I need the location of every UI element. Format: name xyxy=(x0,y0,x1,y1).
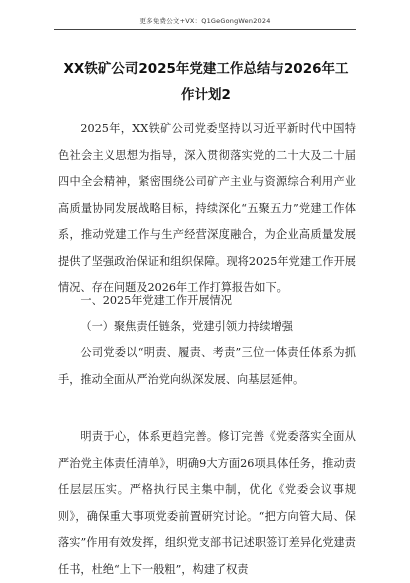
responsibility-paragraph-text: 公司党委以“明责、履责、考责”三位一体责任体系为抓手，推动全面从严治党向纵深发展、向基层延伸。 xyxy=(58,346,356,386)
responsibility-paragraph xyxy=(58,340,356,393)
subsection-heading-text: （一）聚焦责任链条，党建引领力持续增强 xyxy=(80,320,293,333)
detail-paragraph-text: 明责于心，体系更趋完善。修订完善《党委落实全面从严治党主体责任清单》，明确9大方面26项具体任务，推动责任层层压实。严格执行民主集中制，优化《党委会议事规则》，确保重大事项党委前置研究讨论。“把方向管大局、保落实”作用有效发挥，组织党支部书记述职签订差异化党建责任书，杜绝“上下一般粗”，构建了权责 xyxy=(58,430,356,576)
intro-paragraph xyxy=(58,116,356,302)
section-heading-text: 一、2025年党建工作开展情况 xyxy=(80,294,232,307)
document-title: XX铁矿公司2025年党建工作总结与2026年工作计划2 xyxy=(63,61,349,103)
header-note: 更多免费公文+VX：Q1GeGongWen2024 xyxy=(139,17,271,25)
header-divider xyxy=(54,29,356,30)
subsection-heading xyxy=(58,314,356,341)
section-heading xyxy=(58,288,356,315)
detail-paragraph xyxy=(58,424,356,583)
intro-paragraph-text: 2025年，XX铁矿公司党委坚持以习近平新时代中国特色社会主义思想为指导，深入贯彻落实党的二十大及二十届四中全会精神，紧密围绕公司矿产主业与资源综合利用产业高质量协同发展战略目标，持续深化“五聚五力”党建工作体系，推动党建工作与生产经营深度融合，为企业高质量发展提供了坚强政治保证和组织保障。现将2025年党建工作开展情况、存在问题及2026年工作打算报告如下。 xyxy=(58,122,356,294)
